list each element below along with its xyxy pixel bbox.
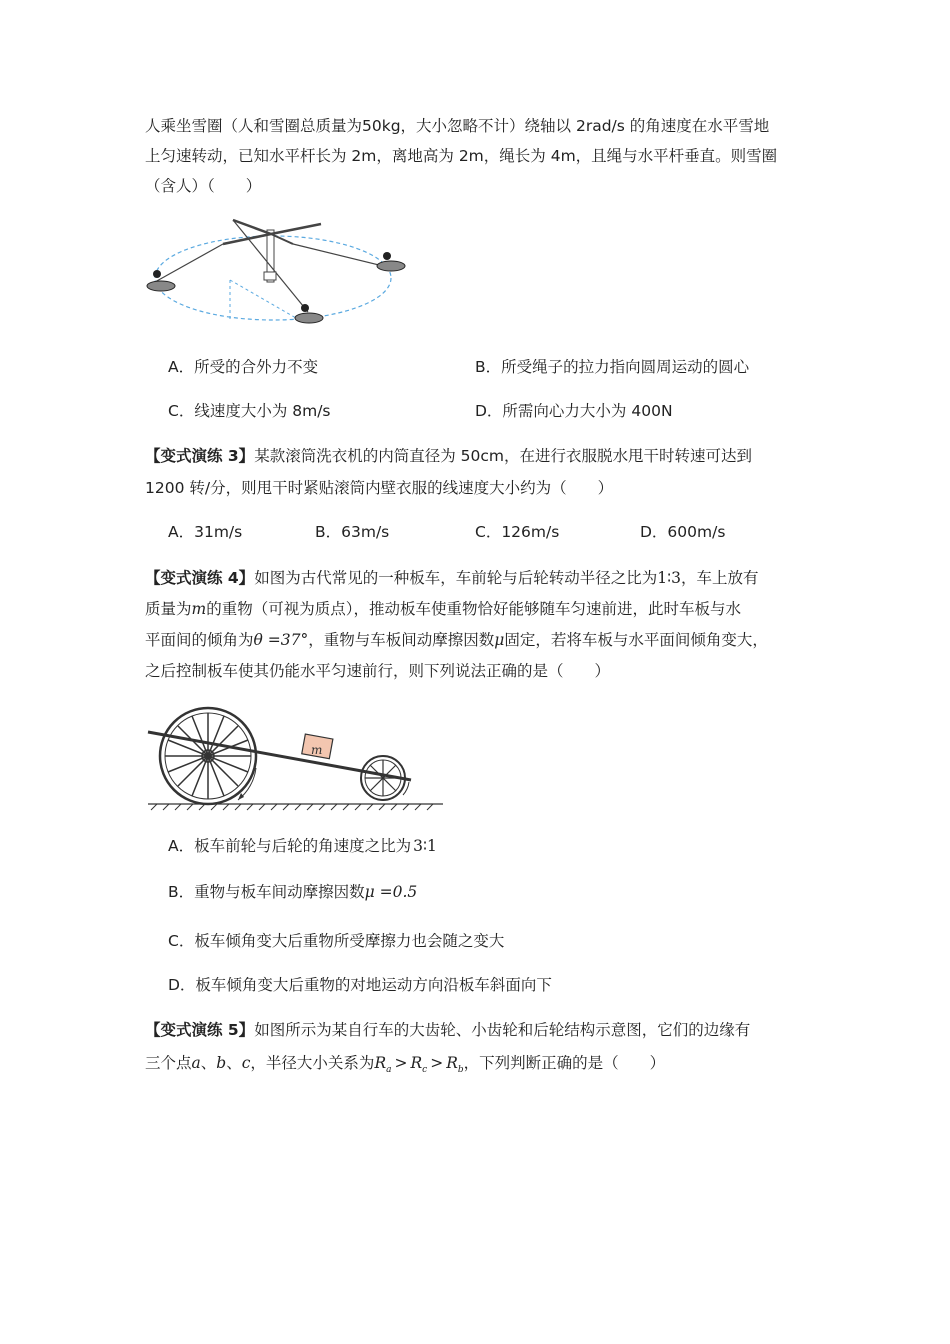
q3-option-c: C．126m/s bbox=[475, 523, 560, 541]
q5-gt-2: > bbox=[430, 1054, 444, 1072]
q4-option-a bbox=[168, 835, 437, 857]
q3-text-line-1 bbox=[145, 445, 752, 467]
q4-mu: μ bbox=[494, 631, 505, 649]
q5-sub-b: b bbox=[457, 1065, 464, 1076]
snow-ring-figure bbox=[143, 212, 413, 332]
q2-option-a: A．所受的合外力不变 bbox=[168, 358, 319, 376]
q2-text-line-3: （含人）（ ） bbox=[145, 177, 262, 195]
q5-text-2c: ，下列判断正确的是（ ） bbox=[463, 1054, 666, 1072]
q4-text-1a: 如图为古代常见的一种板车，车前轮与后轮转动半径之比为 bbox=[254, 569, 658, 587]
q5-radius-b: R bbox=[446, 1054, 458, 1072]
cart-mass-label: m bbox=[311, 743, 323, 757]
q5-gt-1: > bbox=[394, 1054, 408, 1072]
q4-text-line-1 bbox=[145, 567, 758, 589]
q5-radius-a: R bbox=[374, 1054, 387, 1072]
q3-option-b: B．63m/s bbox=[315, 523, 390, 541]
q5-text-2b: ，半径大小关系为 bbox=[250, 1054, 375, 1072]
q4-option-b-text: B．重物与板车间动摩擦因数 bbox=[168, 883, 365, 901]
q2-option-d: D．所需向心力大小为 400N bbox=[475, 402, 673, 420]
cart-figure bbox=[143, 700, 448, 812]
q4-tag: 【变式演练 4】 bbox=[145, 569, 255, 587]
q2-option-c: C．线速度大小为 8m/s bbox=[168, 402, 331, 420]
q5-text-2a: 三个点 bbox=[145, 1054, 192, 1072]
q5-point-c: c bbox=[241, 1054, 251, 1072]
q3-text-line-2: 1200 转/分，则甩干时紧贴滚筒内壁衣服的线速度大小约为（ ） bbox=[145, 479, 614, 497]
q4-text-2b: 的重物（可视为质点），推动板车使重物恰好能够随车匀速前进，此时车板与水 bbox=[206, 600, 741, 618]
q4-text-line-2 bbox=[145, 598, 741, 620]
q4-option-a-ratio: 3∶1 bbox=[413, 837, 437, 855]
q4-text-3b: ，重物与车板间动摩擦因数 bbox=[308, 631, 495, 649]
q5-text-line-2 bbox=[145, 1052, 665, 1081]
q2-text-line-2: 上匀速转动，已知水平杆长为 2m，离地高为 2m，绳长为 4m，且绳与水平杆垂直。则雪圈 bbox=[145, 147, 778, 165]
q5-text-1: 如图所示为某自行车的大齿轮、小齿轮和后轮结构示意图，它们的边缘有 bbox=[254, 1021, 751, 1039]
q4-option-b-mu: μ =0.5 bbox=[364, 883, 418, 901]
q5-sub-c: c bbox=[422, 1065, 428, 1076]
q5-point-b: b bbox=[216, 1054, 227, 1072]
q4-text-3a: 平面间的倾角为 bbox=[145, 631, 254, 649]
q4-text-3c: 固定，若将车板与水平面间倾角变大， bbox=[504, 631, 768, 649]
q4-option-a-text: A．板车前轮与后轮的角速度之比为 bbox=[168, 837, 412, 855]
q2-option-b: B．所受绳子的拉力指向圆周运动的圆心 bbox=[475, 358, 750, 376]
q4-option-d: D．板车倾角变大后重物的对地运动方向沿板车斜面向下 bbox=[168, 976, 552, 994]
q3-text: 某款滚筒洗衣机的内筒直径为 50cm，在进行衣服脱水甩干时转速可达到 bbox=[254, 447, 752, 465]
q4-ratio: 1∶3 bbox=[657, 569, 681, 587]
q4-mass: m bbox=[191, 600, 207, 618]
q5-point-a: a bbox=[191, 1054, 201, 1072]
q4-option-c: C．板车倾角变大后重物所受摩擦力也会随之变大 bbox=[168, 932, 505, 950]
q5-text-line-1 bbox=[145, 1019, 750, 1041]
q4-option-b bbox=[168, 881, 417, 903]
q3-option-d: D．600m/s bbox=[640, 523, 726, 541]
q5-sub-a: a bbox=[386, 1065, 392, 1076]
q2-text-line-1: 人乘坐雪圈（人和雪圈总质量为50kg，大小忽略不计）绕轴以 2rad/s 的角速度在水平雪地 bbox=[145, 117, 770, 135]
q5-sep-1: 、 bbox=[200, 1054, 217, 1072]
q4-text-2a: 质量为 bbox=[145, 600, 192, 618]
q3-option-a: A．31m/s bbox=[168, 523, 243, 541]
q3-tag: 【变式演练 3】 bbox=[145, 447, 255, 465]
q5-tag: 【变式演练 5】 bbox=[145, 1021, 255, 1039]
q4-text-1b: ，车上放有 bbox=[680, 569, 759, 587]
q4-text-line-4: 之后控制板车使其仍能水平匀速前行，则下列说法正确的是（ ） bbox=[145, 662, 611, 680]
q5-sep-2: 、 bbox=[226, 1054, 242, 1072]
q4-angle: θ =37° bbox=[253, 631, 309, 649]
q5-radius-c: R bbox=[410, 1054, 423, 1072]
q4-text-line-3 bbox=[145, 629, 768, 651]
